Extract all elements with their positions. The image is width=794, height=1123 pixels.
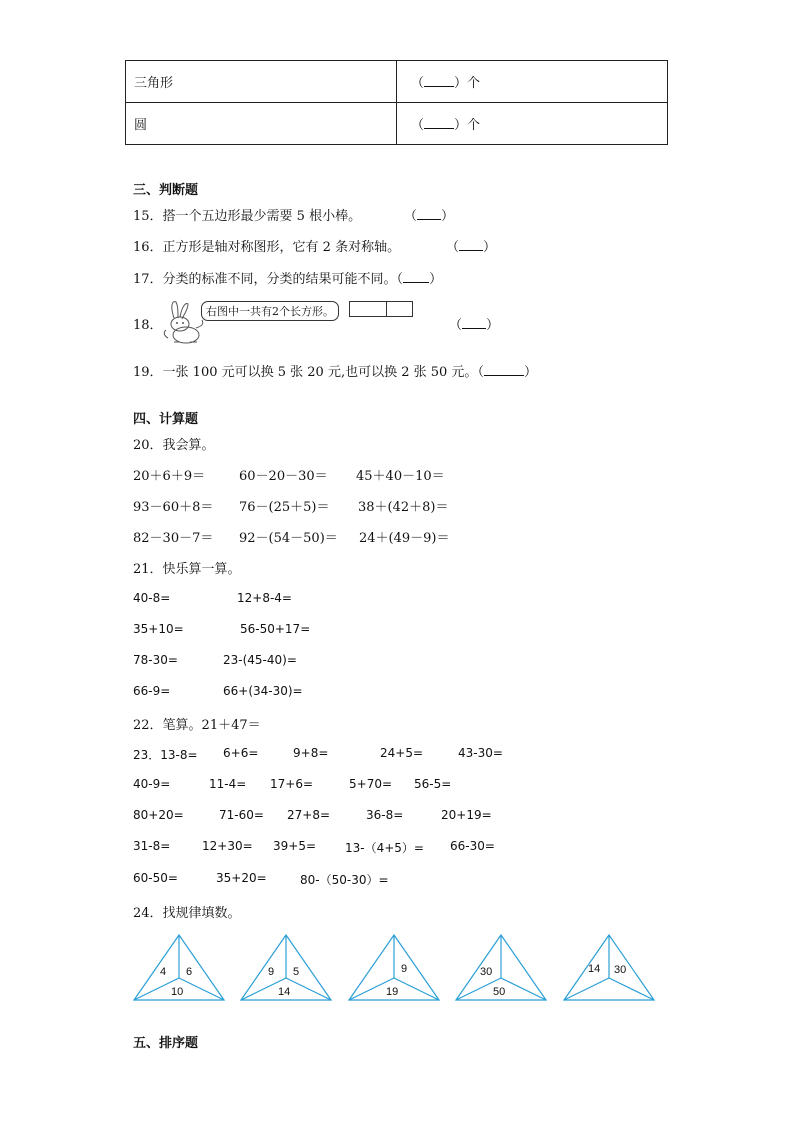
section-title-calculation: 四、计算题 xyxy=(133,412,199,427)
answer-paren-15[interactable]: （ ） xyxy=(404,209,455,224)
expression: 66+(34-30)= xyxy=(223,684,303,698)
triangle-right-number: 30 xyxy=(614,964,627,976)
section-title-ordering: 五、排序题 xyxy=(133,1036,199,1051)
expression: 31-8= xyxy=(133,839,171,853)
answer-paren-17[interactable]: （ ） xyxy=(396,272,443,287)
triangle-bottom-number: 10 xyxy=(171,986,184,998)
triangle-left-number: 4 xyxy=(160,966,167,978)
number-triangle-5 xyxy=(563,934,655,1001)
expression: 92－(54－50)＝ xyxy=(239,531,338,546)
expression: 80+20= xyxy=(133,808,184,822)
expression: 20+19= xyxy=(441,808,492,822)
question-24-title: 24．找规律填数。 xyxy=(133,906,241,921)
expression: 12+30= xyxy=(202,839,253,853)
expression: 23-(45-40)= xyxy=(223,653,297,667)
expression: 45＋40－10＝ xyxy=(356,469,445,484)
speech-bubble: 右图中一共有2个长方形。 xyxy=(201,301,339,321)
question-15 xyxy=(133,205,361,224)
expression: 20＋6＋9＝ xyxy=(133,469,206,484)
question-text: 16．正方形是轴对称图形，它有 2 条对称轴。 xyxy=(133,240,401,255)
table-row xyxy=(126,61,668,103)
question-17 xyxy=(133,268,442,287)
question-text: 15．搭一个五边形最少需要 5 根小棒。 xyxy=(133,209,362,224)
question-16 xyxy=(133,236,400,255)
expression: 35+20= xyxy=(216,871,267,885)
expression: 17+6= xyxy=(270,777,314,791)
triangle-bottom-number: 14 xyxy=(278,986,291,998)
number-triangle-2 xyxy=(240,934,332,1001)
triangle-bottom-number: 19 xyxy=(386,986,399,998)
number-triangle-1 xyxy=(133,934,225,1001)
triangle-left-number: 14 xyxy=(588,963,601,975)
number-triangle-3 xyxy=(348,934,440,1001)
question-text: 19．一张 100 元可以换 5 张 20 元,也可以换 2 张 50 元。 xyxy=(133,365,478,380)
expression: 78-30= xyxy=(133,653,178,667)
table-cell-label: 三角形 xyxy=(126,61,397,103)
expression: 80-（50-30）= xyxy=(300,873,389,887)
question-21-title: 21．快乐算一算。 xyxy=(133,562,241,577)
expression: 56-50+17= xyxy=(240,622,311,636)
table-row xyxy=(126,103,668,145)
expression: 60－20－30＝ xyxy=(239,469,328,484)
question-19 xyxy=(133,361,537,380)
expression: 40-8= xyxy=(133,591,171,605)
expression: 56-5= xyxy=(414,777,452,791)
expression: 35+10= xyxy=(133,622,184,636)
expression: 24＋(49－9)＝ xyxy=(359,531,450,546)
number-triangle-4 xyxy=(455,934,547,1001)
answer-blank[interactable] xyxy=(424,116,454,129)
triangle-right-number: 5 xyxy=(293,966,300,978)
table-cell-label: 圆 xyxy=(126,103,397,145)
expression: 66-30= xyxy=(450,839,495,853)
triangle-left-number: 9 xyxy=(268,966,275,978)
expression: 24+5= xyxy=(380,746,424,760)
expression: 5+70= xyxy=(349,777,393,791)
triangle-right-number: 6 xyxy=(186,966,193,978)
question-20-title: 20．我会算。 xyxy=(133,438,215,453)
question-22: 22．笔算。21＋47＝ xyxy=(133,718,261,733)
expression: 38＋(42＋8)＝ xyxy=(358,500,449,515)
answer-paren-16[interactable]: （ ） xyxy=(446,240,497,255)
expression: 6+6= xyxy=(223,746,259,760)
expression: 36-8= xyxy=(366,808,404,822)
question-text: 17．分类的标准不同，分类的结果可能不同。 xyxy=(133,272,397,287)
expression: 13-（4+5）= xyxy=(345,841,424,855)
table-cell-value: （ ）个 xyxy=(397,103,668,145)
expression: 82－30－7＝ xyxy=(133,531,214,546)
answer-paren-18[interactable]: （ ） xyxy=(449,318,500,333)
expression: 11-4= xyxy=(209,777,247,791)
expression: 76－(25＋5)＝ xyxy=(239,500,330,515)
expression: 12+8-4= xyxy=(237,591,292,605)
question-18-number: 18． xyxy=(133,318,163,333)
expression: 40-9= xyxy=(133,777,171,791)
expression: 43-30= xyxy=(458,746,503,760)
expression: 93－60＋8＝ xyxy=(133,500,214,515)
triangle-left-number: 30 xyxy=(480,966,493,978)
triangle-right-number: 9 xyxy=(401,963,408,975)
triangle-bottom-number: 50 xyxy=(493,986,506,998)
answer-paren-19[interactable]: （ ） xyxy=(477,365,537,380)
shape-count-table xyxy=(125,60,668,145)
expression: 23．13-8= xyxy=(133,748,198,762)
expression: 39+5= xyxy=(273,839,317,853)
expression: 60-50= xyxy=(133,871,178,885)
expression: 9+8= xyxy=(293,746,329,760)
expression: 71-60= xyxy=(219,808,264,822)
section-title-judgement: 三、判断题 xyxy=(133,183,199,198)
expression: 27+8= xyxy=(287,808,331,822)
rectangle-figure xyxy=(349,301,413,317)
answer-blank[interactable] xyxy=(424,74,454,87)
table-cell-value: （ ）个 xyxy=(397,61,668,103)
expression: 66-9= xyxy=(133,684,171,698)
